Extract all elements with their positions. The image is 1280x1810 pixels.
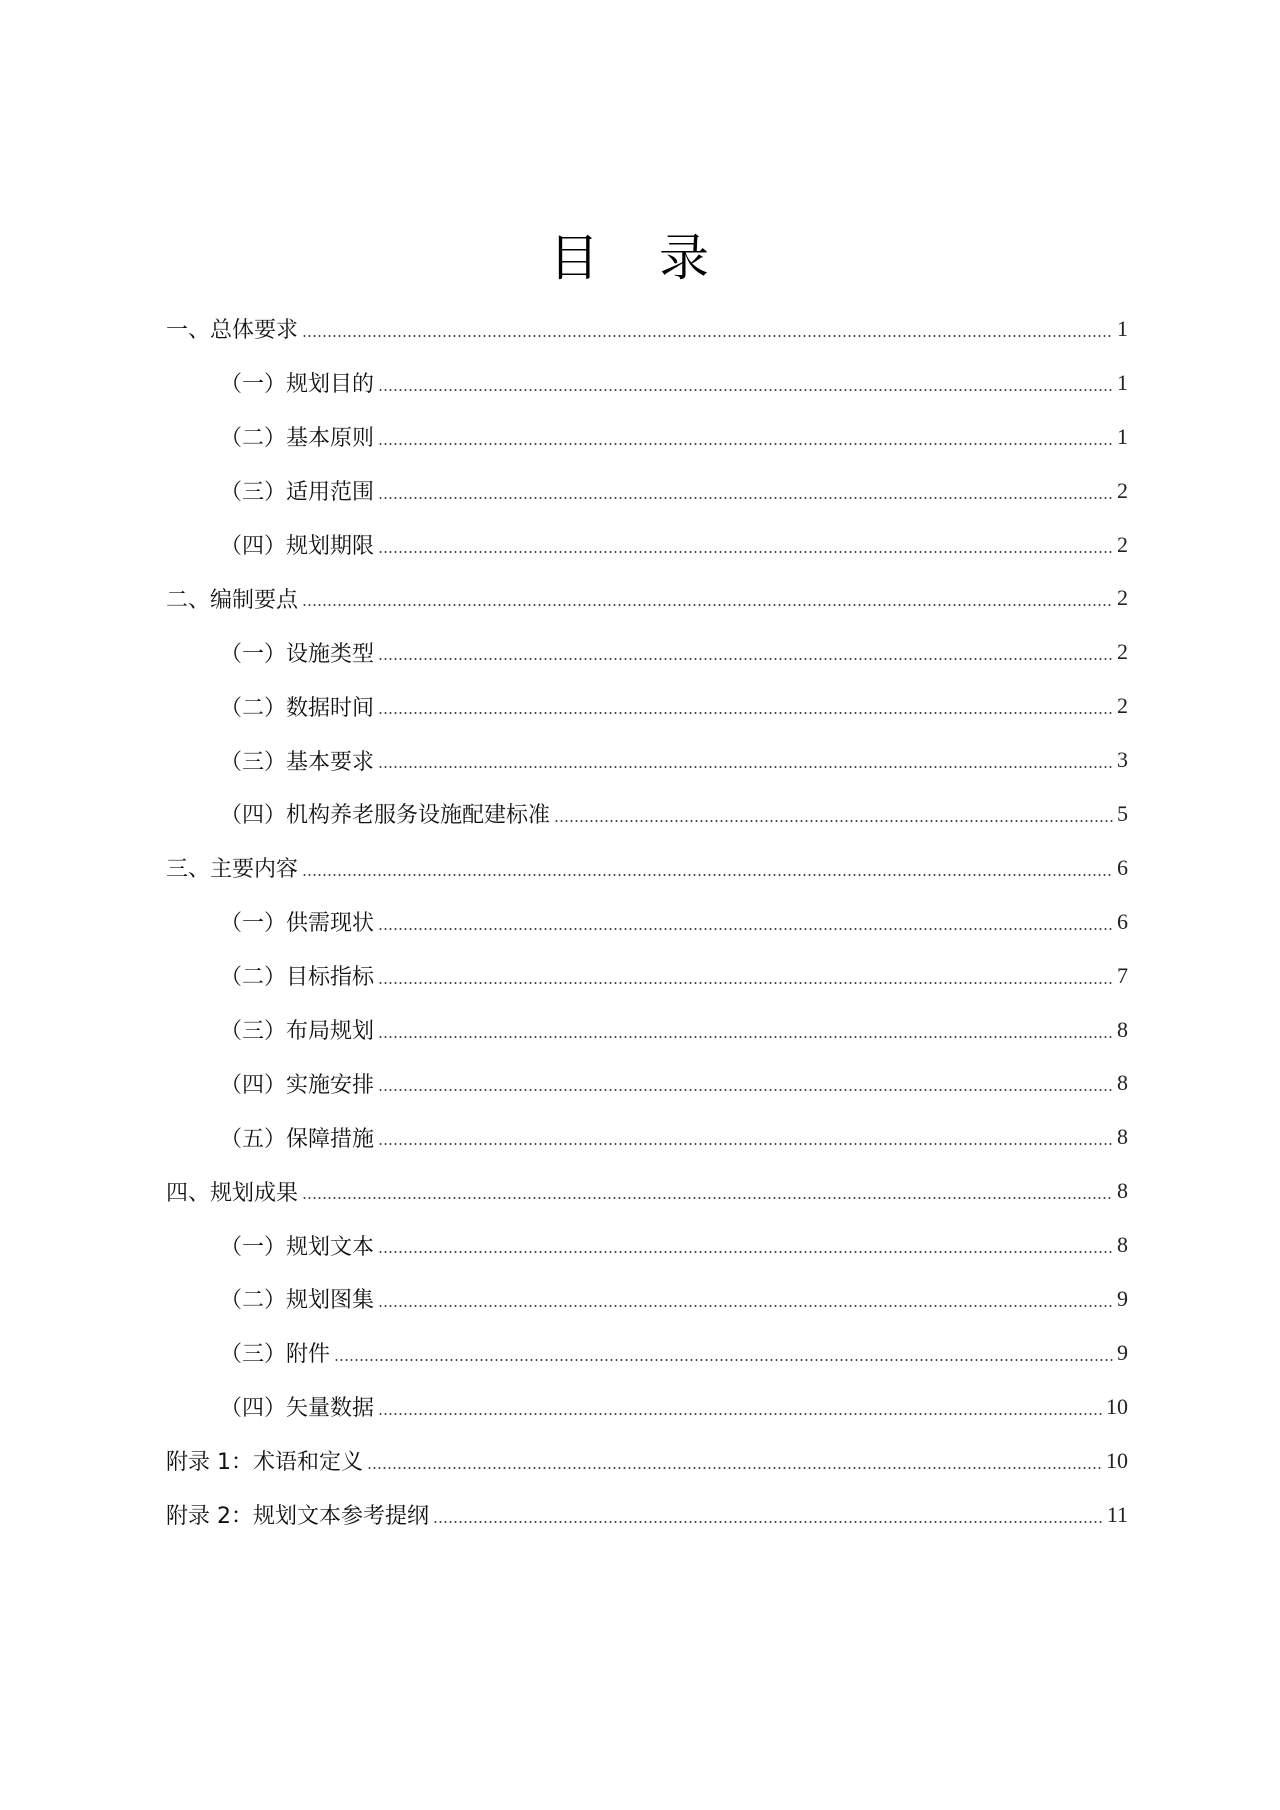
dot-leader (378, 982, 1113, 984)
toc-entry-label: （一）规划目的 (220, 372, 375, 398)
page-title: 目 录 (549, 229, 731, 287)
toc-entry[interactable] (166, 302, 1128, 356)
toc-entry[interactable] (166, 410, 1128, 464)
toc-entry-page: 8 (1117, 1232, 1128, 1258)
toc-entry-page: 10 (1106, 1393, 1128, 1419)
dot-leader (378, 551, 1113, 553)
dot-leader (302, 335, 1113, 337)
dot-leader (302, 1197, 1113, 1199)
toc-entry[interactable] (166, 1488, 1128, 1542)
dot-leader (378, 928, 1113, 930)
toc-entry-label: （二）规划图集 (220, 1288, 375, 1314)
dot-leader (367, 1467, 1102, 1469)
toc-entry-page: 6 (1117, 854, 1128, 880)
toc-entry-page: 8 (1117, 1016, 1128, 1042)
toc-entry-label: （三）基本要求 (220, 749, 375, 775)
toc-entry-page: 1 (1117, 423, 1128, 449)
dot-leader (302, 604, 1113, 606)
toc-entry-page: 2 (1117, 477, 1128, 503)
toc-entry-page: 1 (1117, 369, 1128, 395)
toc-entry[interactable] (166, 1434, 1128, 1488)
toc-entry-label: （一）规划文本 (220, 1234, 375, 1260)
toc-entry-label: 二、编制要点 (166, 587, 299, 613)
toc-entry-label: 一、总体要求 (166, 318, 299, 344)
dot-leader (378, 389, 1113, 391)
toc-entry-page: 5 (1117, 800, 1128, 826)
toc-entry-label: （一）设施类型 (220, 641, 375, 667)
toc-entry[interactable] (166, 895, 1128, 949)
toc-entry-label: （四）规划期限 (220, 534, 375, 559)
toc-entry[interactable] (166, 464, 1128, 518)
toc-entry[interactable] (166, 841, 1128, 895)
toc-entry-label: （四）机构养老服务设施配建标准 (220, 803, 551, 829)
toc-entry-label: （三）布局规划 (220, 1019, 375, 1045)
toc-entry-page: 1 (1117, 315, 1128, 341)
toc-entry-label: 四、规划成果 (166, 1180, 299, 1206)
toc-entry[interactable] (166, 787, 1128, 841)
toc-entry[interactable] (166, 1326, 1128, 1380)
toc-entry-label: （二）目标指标 (220, 965, 375, 991)
toc-entry-label: 附录 1：术语和定义 (166, 1450, 363, 1476)
toc-entry-label: （四）实施安排 (220, 1072, 375, 1098)
dot-leader (378, 766, 1113, 768)
toc-entry[interactable] (166, 733, 1128, 787)
toc-entry-label: （三）附件 (220, 1342, 331, 1368)
toc-entry-label: （四）矢量数据 (220, 1396, 375, 1422)
toc-entry-page: 2 (1117, 639, 1128, 665)
toc-entry-page: 2 (1117, 693, 1128, 719)
dot-leader (302, 874, 1113, 876)
toc-entry[interactable] (166, 1380, 1128, 1434)
toc-entry-label: （一）供需现状 (220, 911, 375, 937)
dot-leader (378, 1089, 1113, 1091)
dot-leader (378, 1143, 1113, 1145)
toc-entry[interactable] (166, 356, 1128, 410)
dot-leader (433, 1521, 1103, 1523)
dot-leader (334, 1359, 1113, 1361)
toc-entry[interactable] (166, 1056, 1128, 1110)
table-of-contents (166, 302, 1128, 1541)
toc-entry[interactable] (166, 625, 1128, 679)
toc-entry[interactable] (166, 1110, 1128, 1164)
toc-entry-page: 10 (1106, 1447, 1128, 1473)
toc-entry[interactable] (166, 949, 1128, 1003)
toc-entry-page: 2 (1117, 531, 1128, 557)
toc-entry-page: 7 (1117, 962, 1128, 988)
toc-entry-label: （二）数据时间 (220, 695, 375, 721)
toc-entry[interactable] (166, 518, 1128, 572)
toc-entry-page: 8 (1117, 1178, 1128, 1204)
dot-leader (378, 1036, 1113, 1038)
dot-leader (554, 820, 1113, 822)
toc-entry-label: （三）适用范围 (220, 480, 375, 506)
toc-entry-label: 附录 2：规划文本参考提纲 (166, 1504, 429, 1530)
toc-entry-page: 11 (1106, 1501, 1128, 1527)
toc-entry-page: 6 (1117, 908, 1128, 934)
toc-entry-page: 2 (1117, 585, 1128, 611)
dot-leader (378, 1251, 1113, 1253)
toc-entry-page: 8 (1117, 1124, 1128, 1150)
toc-entry-page: 9 (1117, 1339, 1128, 1365)
toc-entry[interactable] (166, 679, 1128, 733)
dot-leader (378, 497, 1113, 499)
toc-entry-page: 3 (1117, 747, 1128, 773)
toc-entry[interactable] (166, 1164, 1128, 1218)
dot-leader (378, 1413, 1102, 1415)
dot-leader (378, 1305, 1113, 1307)
toc-entry-label: （五）保障措施 (220, 1126, 375, 1152)
dot-leader (378, 658, 1113, 660)
toc-entry-label: （二）基本原则 (220, 426, 375, 452)
dot-leader (378, 712, 1113, 714)
toc-entry[interactable] (166, 1218, 1128, 1272)
toc-entry-page: 8 (1117, 1070, 1128, 1096)
toc-entry[interactable] (166, 1272, 1128, 1326)
toc-entry-label: 三、主要内容 (166, 857, 299, 883)
toc-entry[interactable] (166, 1003, 1128, 1057)
dot-leader (378, 443, 1113, 445)
toc-entry[interactable] (166, 571, 1128, 625)
toc-entry-page: 9 (1117, 1285, 1128, 1311)
